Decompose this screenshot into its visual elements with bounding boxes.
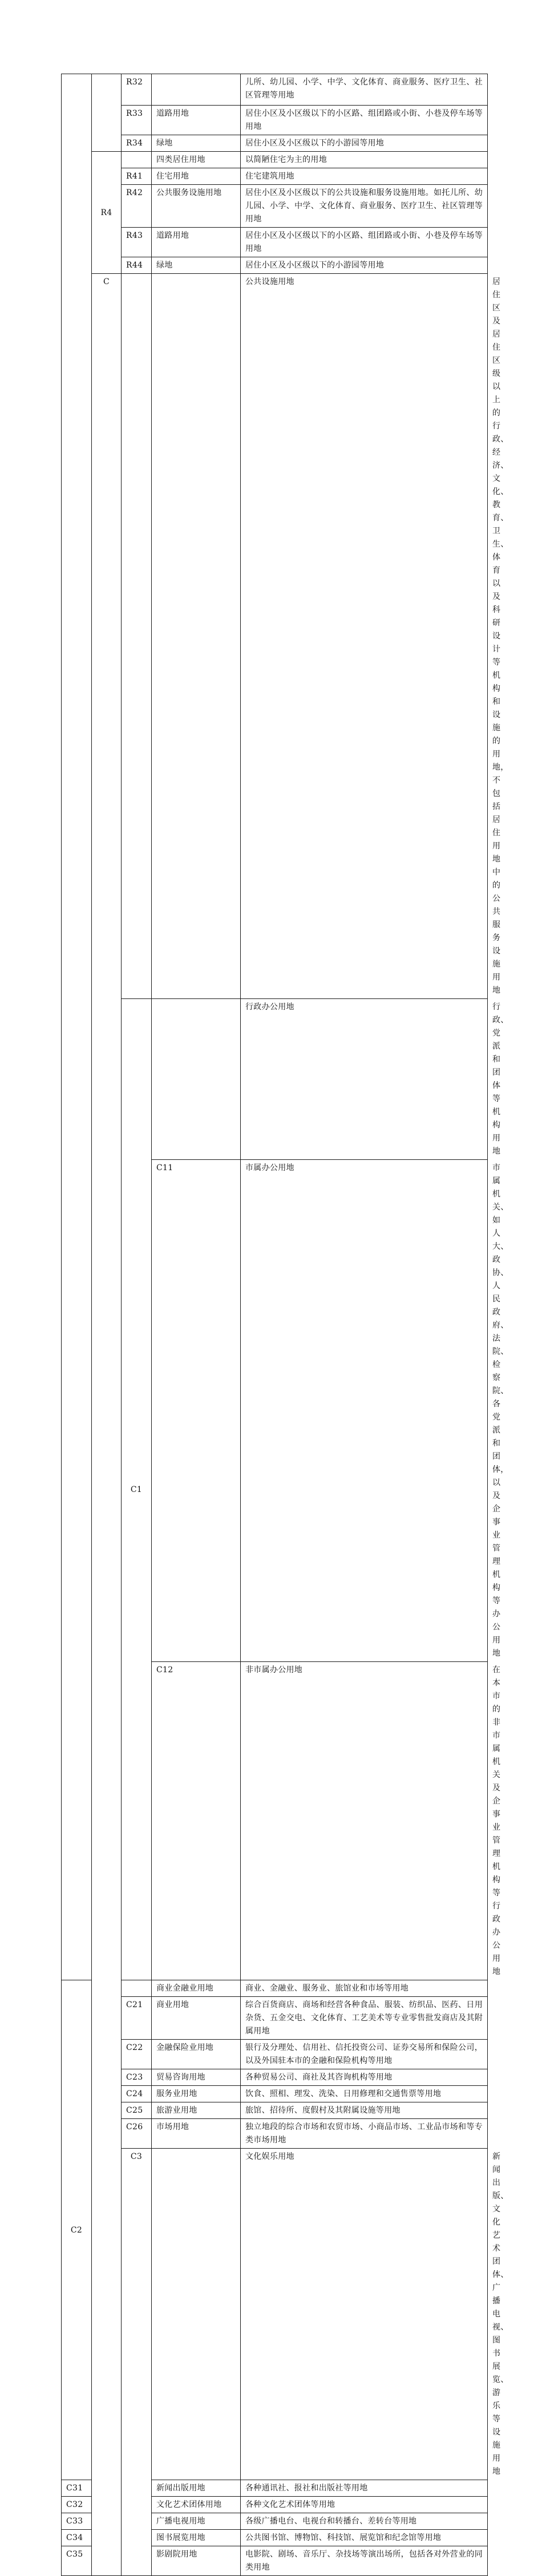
table-row [62, 135, 488, 152]
description-cell: 居住小区及小区级以下的小游园等用地 [241, 257, 488, 274]
description-cell: 居住小区及小区级以下的小区路、组团路或小街、小巷及停车场等用地 [241, 106, 488, 135]
class-name-cell: 住宅用地 [152, 168, 241, 185]
medium-class-cell [122, 274, 152, 999]
description-cell: 各种文化艺术团体等用地 [241, 2497, 488, 2513]
description-cell: 饮食、照相、理发、洗染、日用修理和交通售票等用地 [241, 2086, 488, 2102]
table-body [62, 74, 509, 2576]
class-name-cell: 金融保险业用地 [152, 2040, 241, 2069]
description-cell: 各种通讯社、报社和出版社等用地 [241, 2480, 488, 2497]
sub-class-code-cell: C34 [62, 2530, 92, 2546]
table-row [62, 185, 488, 228]
class-name-cell: 影剧院用地 [152, 2546, 241, 2576]
class-name-cell: 文化娱乐用地 [241, 2149, 488, 2480]
sub-class-code-cell: R34 [122, 135, 152, 152]
table-row [62, 2086, 488, 2102]
class-name-cell: 绿地 [152, 257, 241, 274]
sub-class-code-cell: C22 [122, 2040, 152, 2069]
sub-class-code-cell: R32 [122, 74, 152, 106]
table-row [62, 2102, 488, 2119]
class-name-cell: 旅游业用地 [152, 2102, 241, 2119]
description-cell: 以简陋住宅为主的用地 [241, 152, 488, 168]
description-cell: 居住小区及小区级以下的公共设施和服务设施用地。如托儿所、幼儿园、小学、中学、文化体育、商业服务、医疗卫生、社区管理等用地 [241, 185, 488, 228]
land-use-classification-table [61, 74, 509, 2576]
medium-class-cell: C1 [122, 999, 152, 1980]
table-row [62, 2119, 488, 2149]
sub-class-code-cell: C32 [62, 2497, 92, 2513]
sub-class-code-cell [122, 1980, 152, 1997]
class-name-cell: 公共设施用地 [241, 274, 488, 999]
table-row [62, 106, 488, 135]
class-name-cell: 文化艺术团体用地 [152, 2497, 241, 2513]
class-name-cell: 图书展览用地 [152, 2530, 241, 2546]
class-name-cell: 贸易咨询用地 [152, 2069, 241, 2086]
medium-class-cell: R4 [92, 152, 122, 274]
sub-class-code-cell: C21 [122, 1997, 152, 2040]
medium-class-cell [92, 74, 122, 152]
table-row [62, 168, 488, 185]
sub-class-code-cell: C31 [62, 2480, 92, 2497]
description-cell: 独立地段的综合市场和农贸市场、小商品市场、工业品市场和等专类市场用地 [241, 2119, 488, 2149]
table-row [62, 152, 488, 168]
sub-class-code-cell [122, 152, 152, 168]
table-row: C12 非市属办公用地 在本市的非市属机关及企事业管理机构等行政办公用地 [62, 1662, 488, 1980]
table-row [62, 1997, 488, 2040]
table-row [62, 2069, 488, 2086]
class-name-cell: 非市属办公用地 [241, 1662, 488, 1980]
major-class-cell [62, 74, 92, 1980]
table-row: C1 行政办公用地 行政、党派和团体等机构用地 [62, 999, 488, 1160]
description-cell: 儿所、幼儿园、小学、中学、文化体育、商业服务、医疗卫生、社区管理等用地 [241, 74, 488, 106]
sub-class-code-cell: C25 [122, 2102, 152, 2119]
description-cell: 居住小区及小区级以下的小区路、组团路或小街、小巷及停车场等用地 [241, 228, 488, 257]
description-cell: 居住小区及小区级以下的小游园等用地 [241, 135, 488, 152]
sub-class-code-cell: C35 [62, 2546, 92, 2576]
table-row [62, 74, 488, 106]
sub-class-code-cell [152, 999, 241, 1160]
class-name-cell: 市场用地 [152, 2119, 241, 2149]
description-cell: 各种贸易公司、商社及其咨询机构等用地 [241, 2069, 488, 2086]
sub-class-code-cell: R43 [122, 228, 152, 257]
class-name-cell: 市属办公用地 [241, 1160, 488, 1662]
sub-class-code-cell: R44 [122, 257, 152, 274]
class-name-cell: 道路用地 [152, 228, 241, 257]
sub-class-code-cell: C33 [62, 2513, 92, 2530]
table-row [62, 1980, 488, 1997]
table-row: C 公共设施用地 居住区及居住区级以上的行政、经济、文化、教育、卫生、体育以及科研设计等机构和设施的用地，不包括居住用地中的公共服务设施用地 [62, 274, 488, 999]
table-row [62, 257, 488, 274]
class-name-cell: 广播电视用地 [152, 2513, 241, 2530]
sub-class-code-cell: C24 [122, 2086, 152, 2102]
table-row: C11 市属办公用地 市属机关、如人大、政协、人民政府、法院、检察院、各党派和团体，以及企事业管理机构等办公用地 [62, 1160, 488, 1662]
sub-class-code-cell: C26 [122, 2119, 152, 2149]
class-name-cell: 服务业用地 [152, 2086, 241, 2102]
description-cell: 综合百货商店、商场和经营各种食品、服装、纺织品、医药、日用杂货、五金交电、文化体育、工艺美术等专业零售批发商店及其附属用地 [241, 1997, 488, 2040]
description-cell: 商业、金融业、服务业、旅馆业和市场等用地 [241, 1980, 488, 1997]
medium-class-cell: C2 [62, 1980, 92, 2480]
class-name-cell: 公共服务设施用地 [152, 185, 241, 228]
description-cell: 住宅建筑用地 [241, 168, 488, 185]
class-name-cell [152, 74, 241, 106]
class-name-cell: 商业用地 [152, 1997, 241, 2040]
sub-class-code-cell: C12 [152, 1662, 241, 1980]
description-cell: 各级广播电台、电视台和转播台、差转台等用地 [241, 2513, 488, 2530]
description-cell: 旅馆、招待所、度假村及其附属设施等用地 [241, 2102, 488, 2119]
class-name-cell: 新闻出版用地 [152, 2480, 241, 2497]
class-name-cell: 行政办公用地 [241, 999, 488, 1160]
table-row: C3 文化娱乐用地 新闻出版、文化艺术团体、广播电视、图书展览、游乐等设施用地 [62, 2149, 488, 2480]
sub-class-code-cell: R33 [122, 106, 152, 135]
description-cell: 电影院、剧场、音乐厅、杂技场等演出场所，包括各对外营业的同类用地 [241, 2546, 488, 2576]
class-name-cell: 绿地 [152, 135, 241, 152]
table-row [62, 2040, 488, 2069]
description-cell: 银行及分理处、信用社、信托投资公司、证券交易所和保险公司，以及外国驻本市的金融和保险机构等用地 [241, 2040, 488, 2069]
class-name-cell: 四类居住用地 [152, 152, 241, 168]
sub-class-code-cell: C23 [122, 2069, 152, 2086]
class-name-cell: 商业金融业用地 [152, 1980, 241, 1997]
class-name-cell: 道路用地 [152, 106, 241, 135]
major-class-cell: C [92, 274, 122, 2576]
table-row [62, 228, 488, 257]
sub-class-code-cell [152, 2149, 241, 2480]
sub-class-code-cell: C11 [152, 1160, 241, 1662]
description-cell: 公共图书馆、博物馆、科技馆、展览馆和纪念馆等用地 [241, 2530, 488, 2546]
sub-class-code-cell: R41 [122, 168, 152, 185]
sub-class-code-cell [152, 274, 241, 999]
medium-class-cell: C3 [122, 2149, 152, 2576]
sub-class-code-cell: R42 [122, 185, 152, 228]
